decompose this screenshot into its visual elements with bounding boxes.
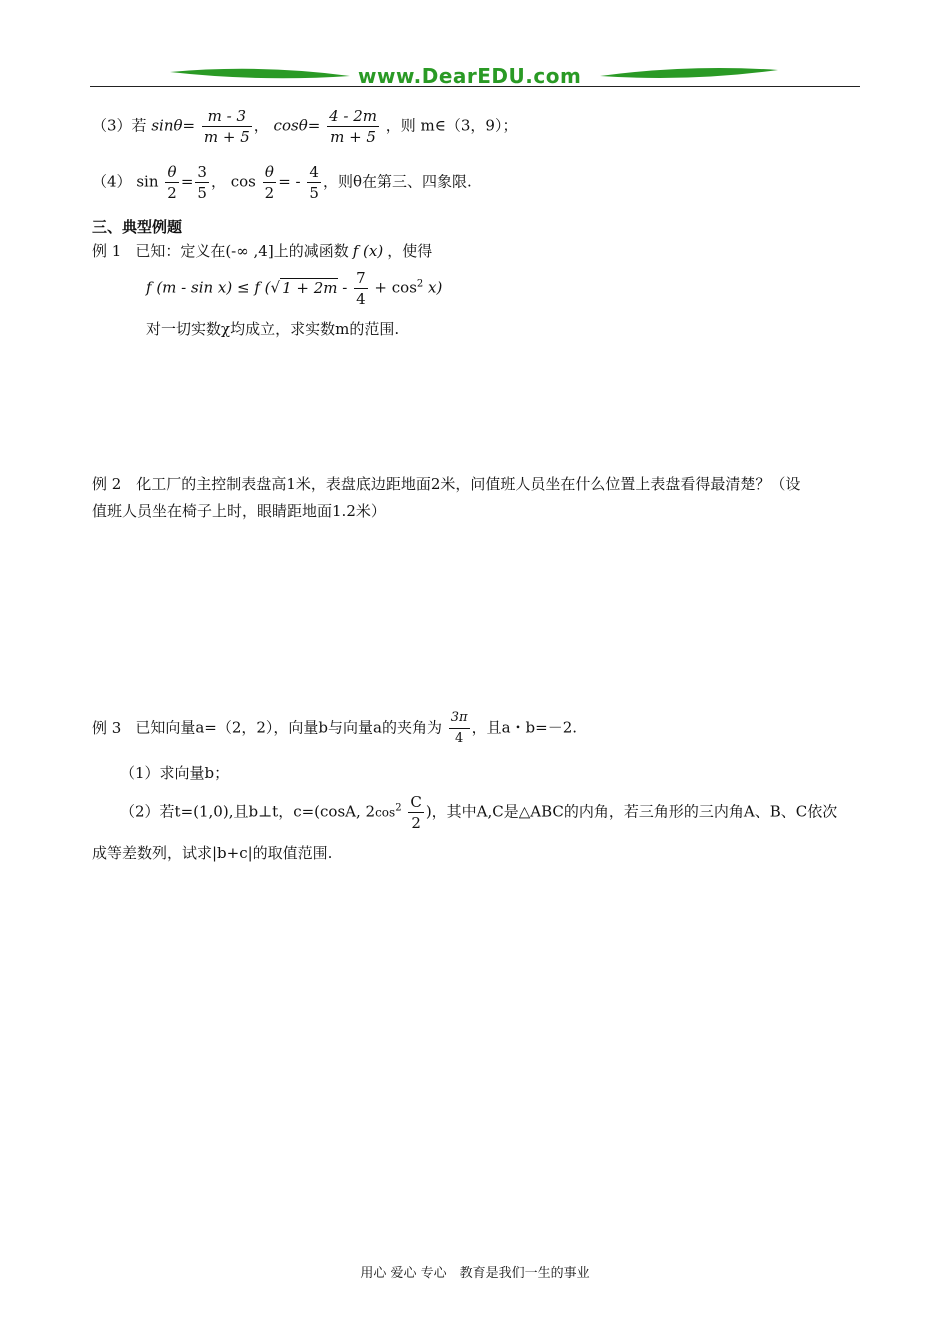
fraction-numerator: 3 <box>197 163 207 181</box>
fraction-numerator: C <box>410 793 422 811</box>
example-1-text: 已知：定义在 <box>135 242 226 260</box>
formula-end: x) <box>423 278 443 297</box>
theta-symbol: θ <box>173 116 183 135</box>
fraction-numerator: m - 3 <box>202 106 252 127</box>
example-3-sub-1: （1）求向量b； <box>120 764 230 782</box>
item-4 <box>92 162 472 203</box>
fraction-denominator: 2 <box>167 184 177 202</box>
fraction-denominator: 4 <box>455 731 464 746</box>
sin-text: sin <box>151 116 174 135</box>
comma: ， <box>253 116 269 135</box>
fraction-3pi-4 <box>449 708 470 749</box>
fraction-denominator: m + 5 <box>203 128 250 146</box>
page-footer: 用心 爱心 专心 教育是我们一生的事业 <box>360 1266 590 1281</box>
example-3-text: )，其中A,C是△ABC的内角，若三角形的三内角A、B、C依次 <box>425 802 838 821</box>
fraction-2 <box>327 106 379 147</box>
fraction-c-half <box>408 792 423 833</box>
fraction-theta-half <box>165 162 179 203</box>
sqrt-content: 1 + 2m <box>282 278 338 297</box>
sin-text: sin <box>136 172 159 191</box>
exponent: 2 <box>416 278 424 290</box>
fraction-theta-half <box>263 162 277 203</box>
cos-text: cos <box>375 805 396 820</box>
fraction-denominator: 5 <box>309 184 319 202</box>
equals-minus: = - <box>278 172 301 191</box>
formula-right: + cos <box>369 278 417 297</box>
fraction-numerator: θ <box>263 162 277 183</box>
formula-left: f (m - sin x) ≤ f ( <box>146 278 271 297</box>
equals-sign: = <box>182 116 196 135</box>
cos-text: cos <box>230 172 256 191</box>
example-3-text: 已知向量a=（2，2），向量b与向量a的夹角为 <box>135 718 442 737</box>
example-3-label: 例 3 <box>92 718 122 737</box>
minus-sign: - <box>337 278 353 297</box>
item-3 <box>92 106 517 147</box>
fraction-numerator: 4 - 2m <box>329 107 377 125</box>
fraction-3-5 <box>195 162 209 203</box>
example-3-sub-2-line-2: 成等差数列，试求|b+c|的取值范围. <box>92 844 333 862</box>
equals-sign: = <box>180 172 194 191</box>
item-3-label: （3）若 <box>92 116 147 135</box>
function-notation: f (x) <box>352 242 384 260</box>
fraction-4-5 <box>307 162 321 203</box>
example-1-text: 上的减函数 <box>273 242 349 260</box>
section-title: 三、典型例题 <box>92 218 183 236</box>
fraction-denominator: 2 <box>411 814 421 832</box>
exponent: 2 <box>395 802 402 814</box>
fraction-denominator: 5 <box>197 184 207 202</box>
item-4-conclusion: ，则θ在第三、四象限. <box>322 172 472 191</box>
example-2-line-1: 例 2 化工厂的主控制表盘高1米，表盘底边距地面2米，问值班人员坐在什么位置上表盘看得最清楚？（设 <box>92 475 801 493</box>
fraction-numerator: 3π <box>449 708 470 729</box>
fraction-numerator: 4 <box>309 163 319 181</box>
example-2-line-2: 值班人员坐在椅子上时，眼睛距地面1.2米） <box>92 502 386 520</box>
logo-text: www.DearEDU.com <box>358 64 582 88</box>
example-1-line-3: 对一切实数χ均成立，求实数m的范围. <box>146 320 400 338</box>
fraction-denominator: 2 <box>264 184 275 202</box>
item-4-label: （4） <box>92 172 132 191</box>
equals-sign: = <box>307 116 321 135</box>
theta-symbol: θ <box>298 116 308 135</box>
example-3-text: ，且a・b=－2. <box>471 718 578 737</box>
fraction-denominator: 4 <box>356 290 366 308</box>
cos-text: cos <box>273 116 299 135</box>
fraction-denominator: m + 5 <box>330 128 376 146</box>
fraction-7-4 <box>354 268 368 309</box>
sqrt-sign-icon: √ <box>270 278 281 297</box>
example-1-label: 例 1 <box>92 242 122 260</box>
example-1-line-1 <box>92 240 432 261</box>
comma: ， <box>210 172 226 191</box>
example-3-sub-2 <box>120 792 837 833</box>
fraction-numerator: 7 <box>356 269 366 287</box>
fraction-1 <box>202 106 252 147</box>
header-divider <box>90 86 860 87</box>
item-3-conclusion: ，则 m∈（3，9）； <box>385 116 518 135</box>
interval: (-∞ ,4] <box>225 242 274 260</box>
example-3-line-1 <box>92 708 577 749</box>
fraction-numerator: θ <box>165 162 179 183</box>
example-1-text: ，使得 <box>387 242 433 260</box>
example-3-text: （2）若t=(1,0),且b⊥t，c=(cosA, 2 <box>120 802 376 821</box>
example-1-formula <box>146 268 442 309</box>
